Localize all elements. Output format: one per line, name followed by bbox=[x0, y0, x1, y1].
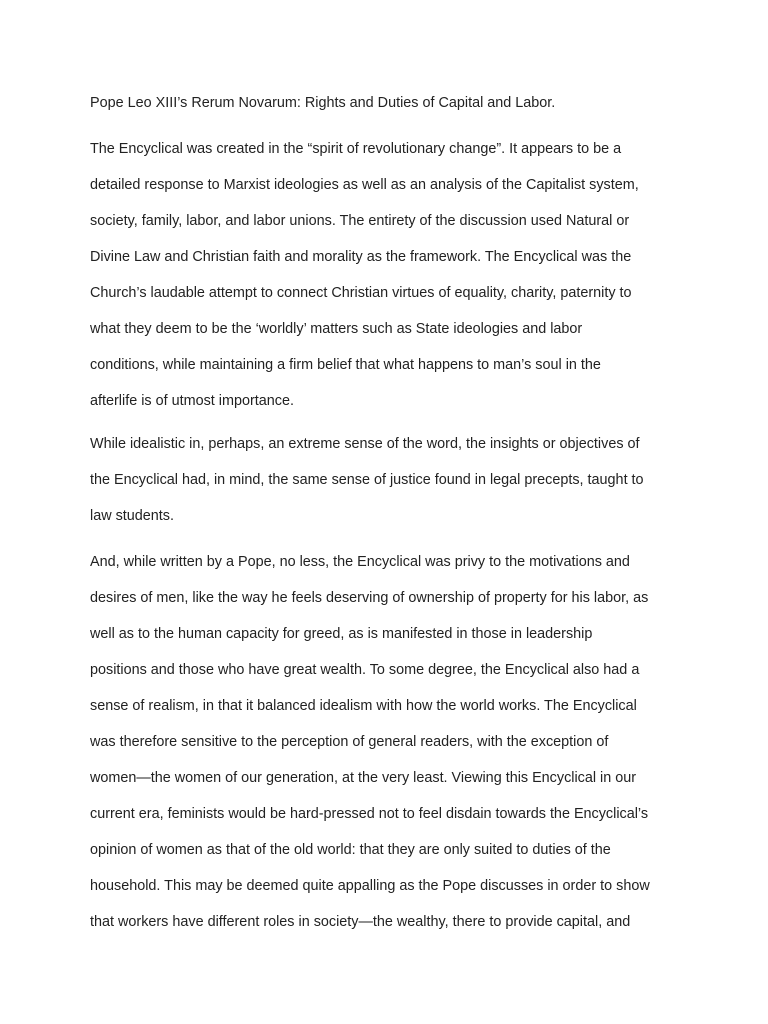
paragraph bbox=[90, 544, 690, 940]
text-line: And, while written by a Pope, no less, the Encyclical was privy to the motivations and bbox=[90, 554, 630, 570]
text-line: detailed response to Marxist ideologies as well as an analysis of the Capitalist system, bbox=[90, 177, 639, 193]
text-line: society, family, labor, and labor unions. The entirety of the discussion used Natural or bbox=[90, 213, 630, 229]
text-line: the Encyclical had, in mind, the same sense of justice found in legal precepts, taught to bbox=[90, 472, 644, 488]
text-line: Divine Law and Christian faith and morality as the framework. The Encyclical was the bbox=[90, 249, 632, 265]
text-line: The Encyclical was created in the “spirit of revolutionary change”. It appears to be a bbox=[90, 141, 622, 157]
document-title: Pope Leo XIII’s Rerum Novarum: Rights and Duties of Capital and Labor. bbox=[90, 95, 556, 111]
paragraph bbox=[90, 426, 690, 534]
paragraph bbox=[90, 131, 690, 419]
text-line: opinion of women as that of the old world: that they are only suited to duties of the bbox=[90, 842, 611, 858]
text-line: Church’s laudable attempt to connect Christian virtues of equality, charity, paternity to bbox=[90, 285, 632, 301]
text-line: was therefore sensitive to the perception of general readers, with the exception of bbox=[90, 734, 609, 750]
text-line: desires of men, like the way he feels deserving of ownership of property for his labor, as bbox=[90, 590, 649, 606]
text-line: afterlife is of utmost importance. bbox=[90, 393, 294, 409]
text-line: conditions, while maintaining a firm belief that what happens to man’s soul in the bbox=[90, 357, 601, 373]
text-line: positions and those who have great wealth. To some degree, the Encyclical also had a bbox=[90, 662, 640, 678]
text-line: law students. bbox=[90, 508, 174, 524]
text-line: sense of realism, in that it balanced idealism with how the world works. The Encyclical bbox=[90, 698, 637, 714]
text-line: women—the women of our generation, at the very least. Viewing this Encyclical in our bbox=[90, 770, 637, 786]
text-line: well as to the human capacity for greed, as is manifested in those in leadership bbox=[90, 626, 593, 642]
text-line: that workers have different roles in society—the wealthy, there to provide capital, and bbox=[90, 914, 631, 930]
text-line: household. This may be deemed quite appalling as the Pope discusses in order to show bbox=[90, 878, 650, 894]
text-line: While idealistic in, perhaps, an extreme sense of the word, the insights or objectives of bbox=[90, 436, 640, 452]
text-line: current era, feminists would be hard-pressed not to feel disdain towards the Encyclical’s bbox=[90, 806, 649, 822]
text-line: what they deem to be the ‘worldly’ matters such as State ideologies and labor bbox=[90, 321, 583, 337]
